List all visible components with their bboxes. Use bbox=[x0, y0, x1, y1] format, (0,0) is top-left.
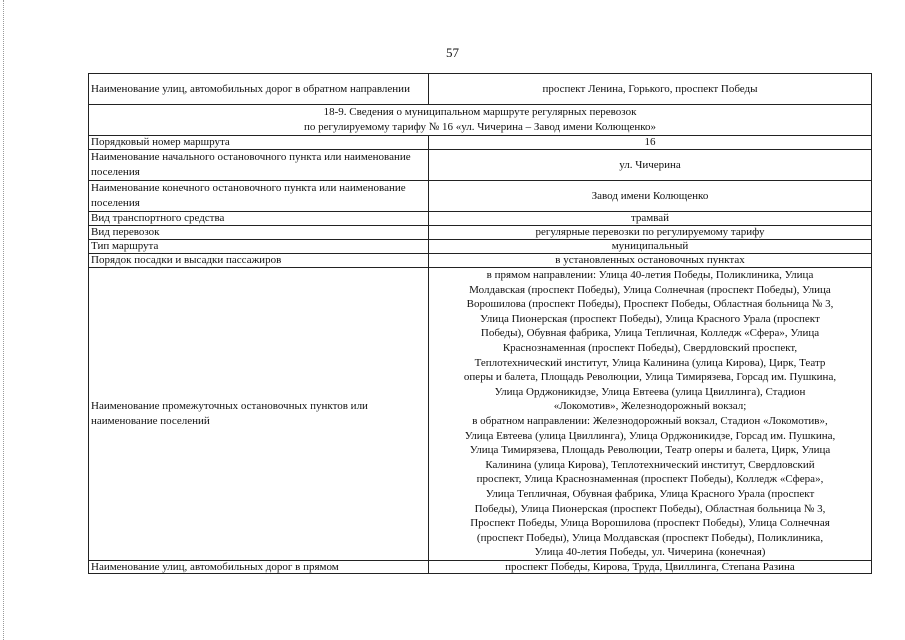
intermediate-stops-value bbox=[429, 268, 872, 561]
section-heading-line-1: 18-9. Сведения о муниципальном маршруте регулярных перевозок bbox=[323, 106, 637, 118]
stop-line: Улица Пионерская (проспект Победы), Улица Красного Урала (проспект bbox=[480, 312, 820, 325]
table-row bbox=[89, 136, 872, 150]
route-type-label: Тип маршрута bbox=[89, 240, 429, 254]
table-row bbox=[89, 254, 872, 268]
stop-line: (проспект Победы), Улица Молдавская (проспект Победы), Поликлиника, bbox=[476, 531, 824, 544]
stop-line: Теплотехнический институт, Улица Калинина (улица Кирова), Цирк, Театр bbox=[474, 356, 826, 369]
start-stop-label: Наименование начального остановочного пункта или наименование поселения bbox=[89, 150, 429, 181]
table-row bbox=[89, 150, 872, 181]
table-row bbox=[89, 74, 872, 105]
stop-line: Калинина (улица Кирова), Теплотехнический институт, Свердловский bbox=[485, 458, 815, 471]
stop-line: Улица Евтеева (улица Цвиллинга), Улица Орджоникидзе, Горсад им. Пушкина, bbox=[464, 429, 836, 442]
stop-line: Краснознаменная (проспект Победы), Свердловский проспект, bbox=[502, 341, 798, 354]
vehicle-type-value: трамвай bbox=[429, 212, 872, 226]
section-heading-row bbox=[89, 105, 872, 136]
end-stop-label: Наименование конечного остановочного пункта или наименование поселения bbox=[89, 181, 429, 212]
table-row bbox=[89, 212, 872, 226]
section-heading bbox=[89, 105, 872, 136]
boarding-label: Порядок посадки и высадки пассажиров bbox=[89, 254, 429, 268]
table-row bbox=[89, 181, 872, 212]
route-type-value: муниципальный bbox=[429, 240, 872, 254]
stop-line: Улица 40-летия Победы, ул. Чичерина (конечная) bbox=[534, 546, 766, 559]
section-heading-line-2: по регулируемому тарифу № 16 «ул. Чичерина – Завод имени Колющенко» bbox=[303, 121, 657, 133]
table-row bbox=[89, 560, 872, 573]
table-row bbox=[89, 226, 872, 240]
reverse-streets-label: Наименование улиц, автомобильных дорог в обратном направлении bbox=[89, 74, 429, 105]
end-stop-value: Завод имени Колющенко bbox=[429, 181, 872, 212]
forward-streets-value: проспект Победы, Кирова, Труда, Цвиллинга, Степана Разина bbox=[429, 560, 872, 573]
stop-line: в прямом направлении: Улица 40-летия Победы, Поликлиника, Улица bbox=[486, 269, 814, 281]
transport-kind-label: Вид перевозок bbox=[89, 226, 429, 240]
stop-line: Улица Тимирязева, Площадь Революции, Театр оперы и балета, Цирк, Улица bbox=[469, 444, 831, 457]
stop-line: «Локомотив», Железнодорожный вокзал; bbox=[553, 400, 747, 413]
forward-streets-label: Наименование улиц, автомобильных дорог в прямом bbox=[89, 560, 429, 573]
route-info-table bbox=[88, 73, 872, 574]
stop-line: Победы), Обувная фабрика, Улица Тепличная, Колледж «Сфера», Улица bbox=[480, 327, 820, 340]
stop-line: в обратном направлении: Железнодорожный вокзал, Стадион «Локомотив», bbox=[472, 414, 828, 427]
boarding-value: в установленных остановочных пунктах bbox=[429, 254, 872, 268]
stop-line: Проспект Победы, Улица Ворошилова (проспект Победы), Улица Солнечная bbox=[470, 517, 830, 530]
start-stop-value: ул. Чичерина bbox=[429, 150, 872, 181]
route-number-value: 16 bbox=[429, 136, 872, 150]
table-row bbox=[89, 240, 872, 254]
intermediate-stops-label: Наименование промежуточных остановочных пунктов или наименование поселений bbox=[89, 268, 429, 561]
page-margin-rule bbox=[3, 0, 4, 640]
stop-line: Победы), Улица Пионерская (проспект Победы), Областная больница № 3, bbox=[474, 502, 826, 515]
stop-line: Улица Орджоникидзе, Улица Евтеева (улица Цвиллинга), Стадион bbox=[494, 385, 806, 398]
reverse-streets-value: проспект Ленина, Горького, проспект Победы bbox=[429, 74, 872, 105]
route-number-label: Порядковый номер маршрута bbox=[89, 136, 429, 150]
stop-line: Улица Тепличная, Обувная фабрика, Улица Красного Урала (проспект bbox=[485, 487, 815, 500]
stop-line: проспект, Улица Краснознаменная (проспект Победы), Колледж «Сфера», bbox=[476, 473, 824, 486]
table-row bbox=[89, 268, 872, 561]
stop-line: Ворошилова (проспект Победы), Проспект Победы, Областная больница № 3, bbox=[466, 298, 834, 311]
stop-line: оперы и балета, Площадь Революции, Улица Тимирязева, Горсад им. Пушкина, bbox=[463, 371, 837, 384]
stop-line: Молдавская (проспект Победы), Улица Солнечная (проспект Победы), Улица bbox=[469, 283, 831, 296]
transport-kind-value: регулярные перевозки по регулируемому тарифу bbox=[429, 226, 872, 240]
page-number: 57 bbox=[446, 45, 459, 60]
vehicle-type-label: Вид транспортного средства bbox=[89, 212, 429, 226]
